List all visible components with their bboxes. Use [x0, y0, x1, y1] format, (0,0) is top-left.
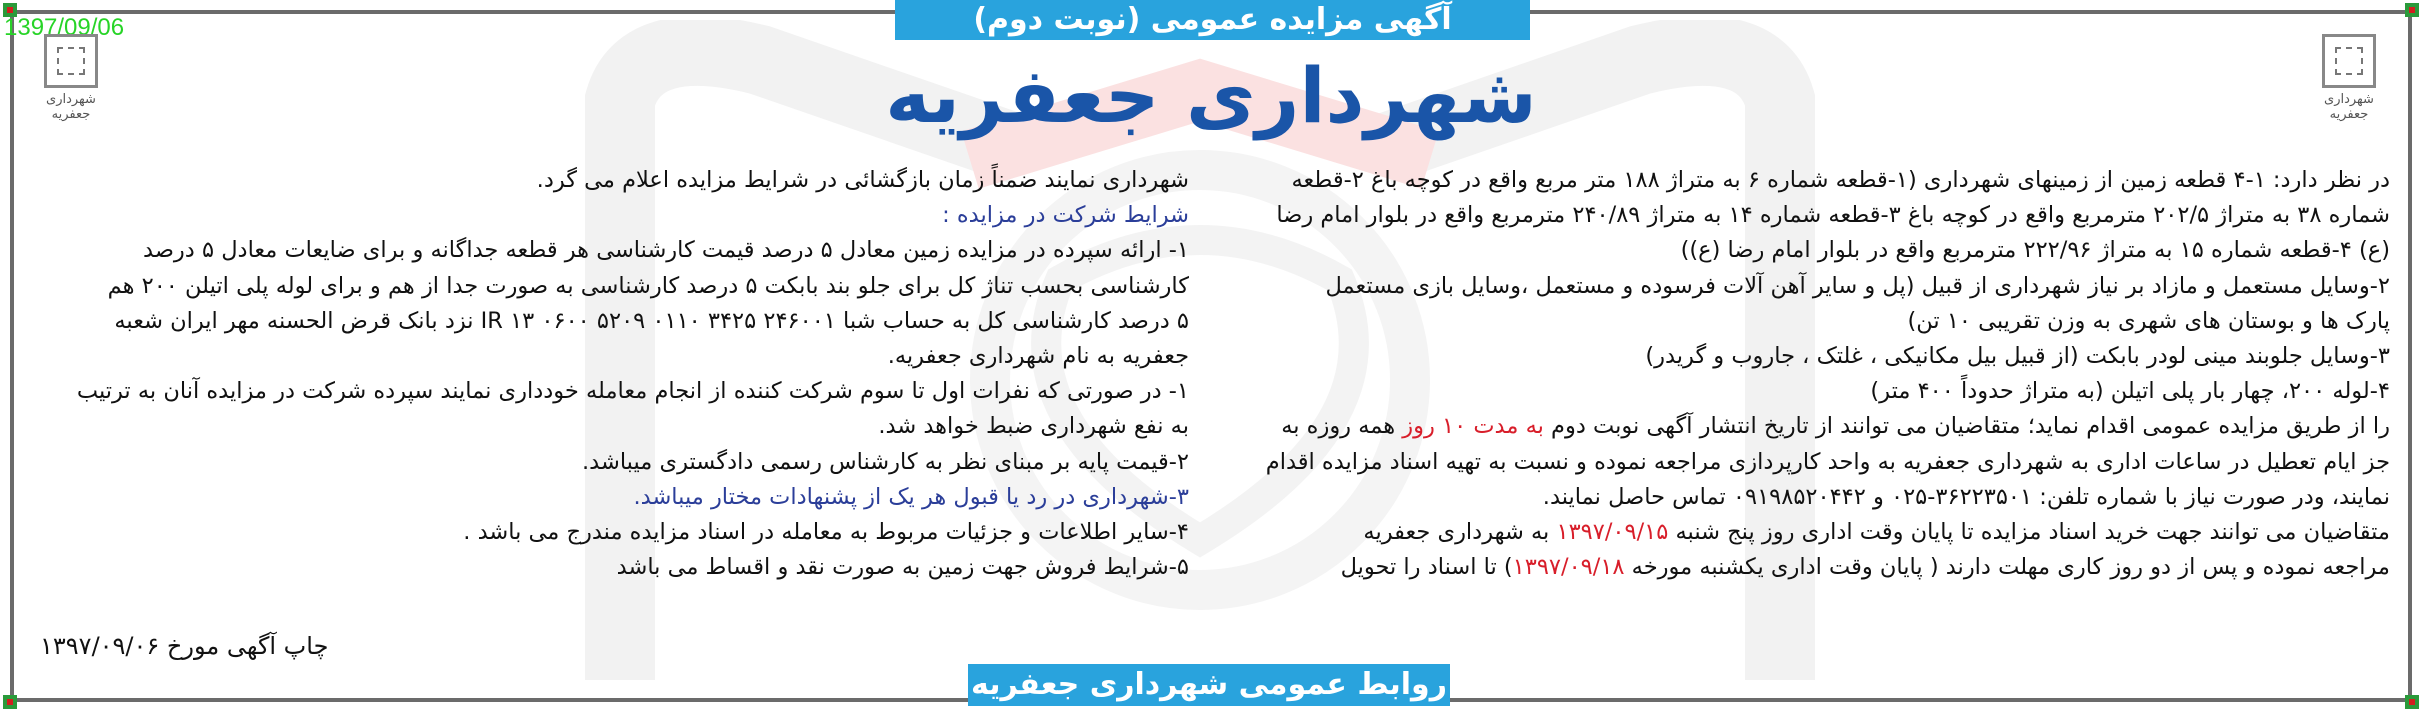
- text-segment: متقاضیان می توانند جهت خرید اسناد مزایده تا پایان وقت اداری روز پنج شنبه: [1668, 519, 2390, 546]
- text-line: ۱- ارائه سپرده در مزایده زمین معادل ۵ درصد قیمت کارشناسی هر قطعه جداگانه و برای ضایعات معادل ۵ درصد: [143, 237, 1189, 264]
- date-stamp: 1397/09/06: [4, 14, 125, 41]
- text-line: در نظر دارد: ۱-۴ قطعه زمین از زمینهای شهرداری (۱-قطعه شماره ۶ به متراژ ۱۸۸ متر مربع واقع در کوچه باغ ۲-قطعه: [1291, 167, 2390, 193]
- corner-ornament: [2405, 3, 2419, 17]
- text-segment: به شهرداری جعفریه: [1363, 519, 1557, 546]
- text-line: ۳-وسایل جلوبند مینی لودر بابکت (از قبیل بیل مکانیکی ، غلتک ، جاروب و گریدر): [1645, 343, 2390, 370]
- text-line: ۱- در صورتی که نفرات اول تا سوم شرکت کننده از انجام معامله خودداری نمایند سپرده شرکت در مزایده آنان به ترتیب: [76, 378, 1189, 405]
- print-date: چاپ آگهی مورخ ۱۳۹۷/۰۹/۰۶: [40, 632, 329, 660]
- text-line: ۲-وسایل مستعمل و مازاد بر نیاز شهرداری از قبیل (پل و سایر آهن آلات فرسوده و مستعمل ،وسایل بازی مستعمل: [1325, 272, 2390, 299]
- deadline-highlight: به مدت ۱۰ روز: [1402, 413, 1544, 440]
- text-segment: همه روزه به: [1281, 413, 1403, 440]
- text-line-highlight: ۳-شهرداری در رد یا قبول هر یک از پشنهادات مختار میباشد.: [633, 483, 1189, 510]
- left-column: [24, 163, 1189, 585]
- corner-ornament: [2405, 695, 2419, 709]
- emblem-icon: [2322, 34, 2376, 88]
- text-line: به نفع شهرداری ضبط خواهد شد.: [878, 413, 1189, 440]
- text-line: ۲-قیمت پایه بر مبنای نظر به کارشناس رسمی دادگستری میباشد.: [582, 448, 1189, 475]
- text-line: نمایند، ودر صورت نیاز با شماره تلفن: ۳۶۲۲۳۵۰۱-۰۲۵ و ۰۹۱۹۸۵۲۰۴۴۲ تماس حاصل نمایند.: [1542, 483, 2390, 510]
- text-line: پارک ها و بوستان های شهری به وزن تقریبی ۱۰ تن): [1907, 307, 2390, 334]
- text-line: شهرداری نمایند ضمناً زمان بازگشائی در شرایط مزایده اعلام می گرد.: [536, 167, 1189, 193]
- bottom-banner: روابط عمومی شهرداری جعفریه: [968, 664, 1450, 706]
- top-banner: آگهی مزایده عمومی (نوبت دوم): [895, 0, 1530, 40]
- emblem-icon: [44, 34, 98, 88]
- text-line: (ع) ۴-قطعه شماره ۱۵ به متراژ ۲۲۲/۹۶ مترمربع واقع در بلوار امام رضا (ع)): [1680, 237, 2390, 264]
- date-highlight: ۱۳۹۷/۰۹/۱۸: [1512, 554, 1625, 581]
- text-line: ۴-سایر اطلاعات و جزئیات مربوط به معامله در اسناد مزایده مندرج می باشد .: [463, 519, 1189, 546]
- section-heading: شرایط شرکت در مزایده :: [942, 202, 1189, 229]
- text-line: کارشناسی بحسب تناژ کل برای جلو بند بابکت ۵ درصد کارشناسی به صورت جدا از هم و برای لوله پلی اتیلن ۲۰۰ هم: [107, 272, 1189, 299]
- date-highlight: ۱۳۹۷/۰۹/۱۵: [1556, 519, 1669, 546]
- text-line: شماره ۳۸ به متراژ ۲۰۲/۵ مترمربع واقع در کوچه باغ ۳-قطعه شماره ۱۴ به متراژ ۲۴۰/۸۹ مترمربع واقع در بلوار امام رضا: [1276, 202, 2390, 229]
- text-line: جز ایام تعطیل در ساعات اداری به شهرداری جعفریه به واحد کارپردازی مراجعه نموده و نسبت به تهیه اسناد مزایده اقدام: [1265, 448, 2390, 475]
- corner-ornament: [3, 695, 17, 709]
- text-line: ۵ درصد کارشناسی کل به حساب شبا IR ۱۳ ۰۶۰۰ ۵۲۰۹ ۰۱۱۰ ۳۴۲۵ ۲۴۶۰۰۱ نزد بانک قرض الحسنه مهر ایران شعبه: [114, 307, 1189, 334]
- logo-caption: شهرداری جعفریه: [2324, 92, 2374, 122]
- text-line: [1180, 409, 2390, 444]
- text-segment: ) تا اسناد را تحویل: [1340, 554, 1513, 581]
- text-line: جعفریه به نام شهرداری جعفریه.: [887, 343, 1189, 370]
- text-segment: را از طریق مزایده عمومی اقدام نماید؛ متقاضیان می توانند از تاریخ انتشار آگهی نوبت دوم: [1543, 413, 2390, 440]
- text-line: ۴-لوله ۲۰۰، چهار بار پلی اتیلن (به متراژ حدوداً ۴۰۰ متر): [1870, 378, 2390, 405]
- municipality-logo-left: [36, 30, 106, 122]
- logo-caption: شهرداری جعفریه: [46, 92, 96, 122]
- text-line: [1180, 550, 2390, 585]
- right-column: [1180, 163, 2390, 585]
- text-line: ۵-شرایط فروش جهت زمین به صورت نقد و اقساط می باشد: [616, 554, 1189, 581]
- page-title: شهرداری جعفریه: [885, 51, 1537, 140]
- municipality-logo-right: [2314, 30, 2384, 122]
- text-segment: مراجعه نموده و پس از دو روز کاری مهلت دارند ( پایان وقت اداری یکشنبه مورخه: [1624, 554, 2390, 581]
- text-line: [1180, 515, 2390, 550]
